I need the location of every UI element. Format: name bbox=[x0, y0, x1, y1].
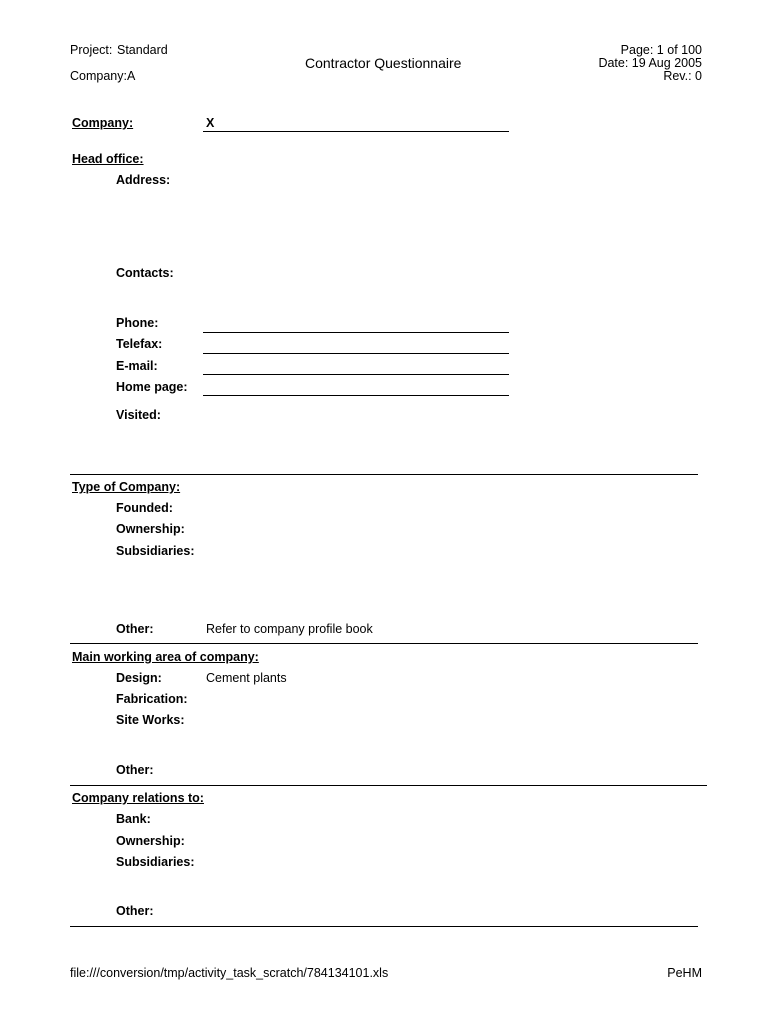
type-other-value: Refer to company profile book bbox=[206, 622, 373, 636]
section-divider bbox=[70, 474, 698, 475]
working-other-label: Other: bbox=[116, 763, 154, 777]
telefax-underline bbox=[203, 353, 509, 354]
header-company-value: A bbox=[127, 69, 136, 83]
visited-label: Visited: bbox=[116, 408, 161, 422]
phone-label: Phone: bbox=[116, 316, 159, 330]
email-label: E-mail: bbox=[116, 359, 158, 373]
section-divider bbox=[70, 926, 698, 927]
founded-label: Founded: bbox=[116, 501, 173, 515]
design-value: Cement plants bbox=[206, 671, 287, 685]
telefax-label: Telefax: bbox=[116, 337, 163, 351]
site-works-label: Site Works: bbox=[116, 713, 185, 727]
section-divider bbox=[70, 643, 698, 644]
type-of-company-heading: Type of Company: bbox=[72, 480, 181, 494]
contacts-label: Contacts: bbox=[116, 266, 174, 280]
project-label: Project: bbox=[70, 43, 113, 57]
section-divider bbox=[70, 785, 707, 786]
project-value: Standard bbox=[117, 43, 168, 57]
document-date: Date: 19 Aug 2005 bbox=[598, 56, 702, 70]
header-company-label: Company: bbox=[70, 69, 127, 83]
relations-subsidiaries-label: Subsidiaries: bbox=[116, 855, 195, 869]
email-underline bbox=[203, 374, 509, 375]
main-working-area-heading: Main working area of company: bbox=[72, 650, 259, 664]
revision: Rev.: 0 bbox=[663, 69, 702, 83]
company-value: X bbox=[206, 116, 215, 130]
ownership-label: Ownership: bbox=[116, 522, 185, 536]
relations-other-label: Other: bbox=[116, 904, 154, 918]
phone-underline bbox=[203, 332, 509, 333]
page-number: Page: 1 of 100 bbox=[620, 43, 702, 57]
author-initials: PeHM bbox=[667, 966, 702, 980]
page-title: Contractor Questionnaire bbox=[305, 55, 462, 71]
company-underline bbox=[203, 131, 509, 132]
homepage-underline bbox=[203, 395, 509, 396]
address-label: Address: bbox=[116, 173, 171, 187]
relations-ownership-label: Ownership: bbox=[116, 834, 185, 848]
file-path: file:///conversion/tmp/activity_task_scratch/784134101.xls bbox=[70, 966, 389, 980]
bank-label: Bank: bbox=[116, 812, 151, 826]
fabrication-label: Fabrication: bbox=[116, 692, 188, 706]
subsidiaries-label: Subsidiaries: bbox=[116, 544, 195, 558]
type-other-label: Other: bbox=[116, 622, 154, 636]
homepage-label: Home page: bbox=[116, 380, 188, 394]
head-office-heading: Head office: bbox=[72, 152, 144, 166]
design-label: Design: bbox=[116, 671, 162, 685]
company-relations-heading: Company relations to: bbox=[72, 791, 204, 805]
company-label: Company: bbox=[72, 116, 134, 130]
